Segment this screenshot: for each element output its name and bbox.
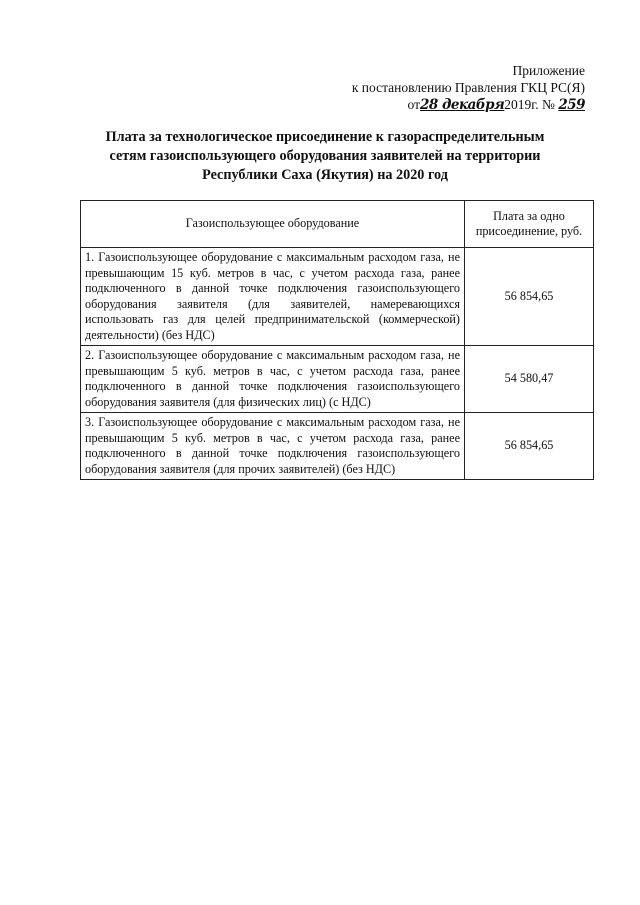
table-header-row xyxy=(81,201,594,248)
title-line-1: Плата за технологическое присоединение к газораспределительным xyxy=(105,129,545,145)
fee-column-header: Плата за одно присоединение, руб. xyxy=(465,201,594,248)
fee-table xyxy=(80,200,594,480)
title-line-2: сетям газоиспользующего оборудования заявителей на территории xyxy=(109,148,541,164)
table-row xyxy=(81,248,594,346)
equipment-description: 3. Газоиспользующее оборудование с максимальным расходом газа, не превышающим 5 куб. метров в час, с учетом расхода газа, ранее подключенного в данной точке подключения газоиспользующего оборудования заявителя (для прочих заявителей) (без НДС) xyxy=(81,413,465,480)
year-number-label: 2019г. № xyxy=(504,97,555,112)
table-row xyxy=(81,413,594,480)
equipment-column-header: Газоиспользующее оборудование xyxy=(81,201,465,248)
appendix-label: Приложение xyxy=(512,63,585,78)
document-title xyxy=(70,128,580,185)
appendix-header xyxy=(285,62,585,114)
fee-value: 54 580,47 xyxy=(465,346,594,413)
resolution-reference: к постановлению Правления ГКЦ РС(Я) xyxy=(351,80,585,95)
date-prefix: от xyxy=(407,97,420,112)
fee-value: 56 854,65 xyxy=(465,413,594,480)
table-row xyxy=(81,346,594,413)
resolution-date-number xyxy=(285,96,585,114)
equipment-description: 1. Газоиспользующее оборудование с максимальным расходом газа, не превышающим 15 куб. метров в час, с учетом расхода газа, ранее подключенного в данной точке подключения газоиспользующего оборудования заявителя (для заявителей, намеревающихся использовать газ для целей предпринимательской (коммерческой) деятельности) (без НДС) xyxy=(81,248,465,346)
handwritten-number: 259 xyxy=(558,97,585,113)
handwritten-date: 28 декабря xyxy=(420,97,505,113)
title-line-3: Республики Саха (Якутия) на 2020 год xyxy=(202,167,448,183)
equipment-description: 2. Газоиспользующее оборудование с максимальным расходом газа, не превышающим 5 куб. метров в час, с учетом расхода газа, ранее подключенного в данной точке подключения газоиспользующего оборудования заявителя (для физических лиц) (с НДС) xyxy=(81,346,465,413)
fee-value: 56 854,65 xyxy=(465,248,594,346)
